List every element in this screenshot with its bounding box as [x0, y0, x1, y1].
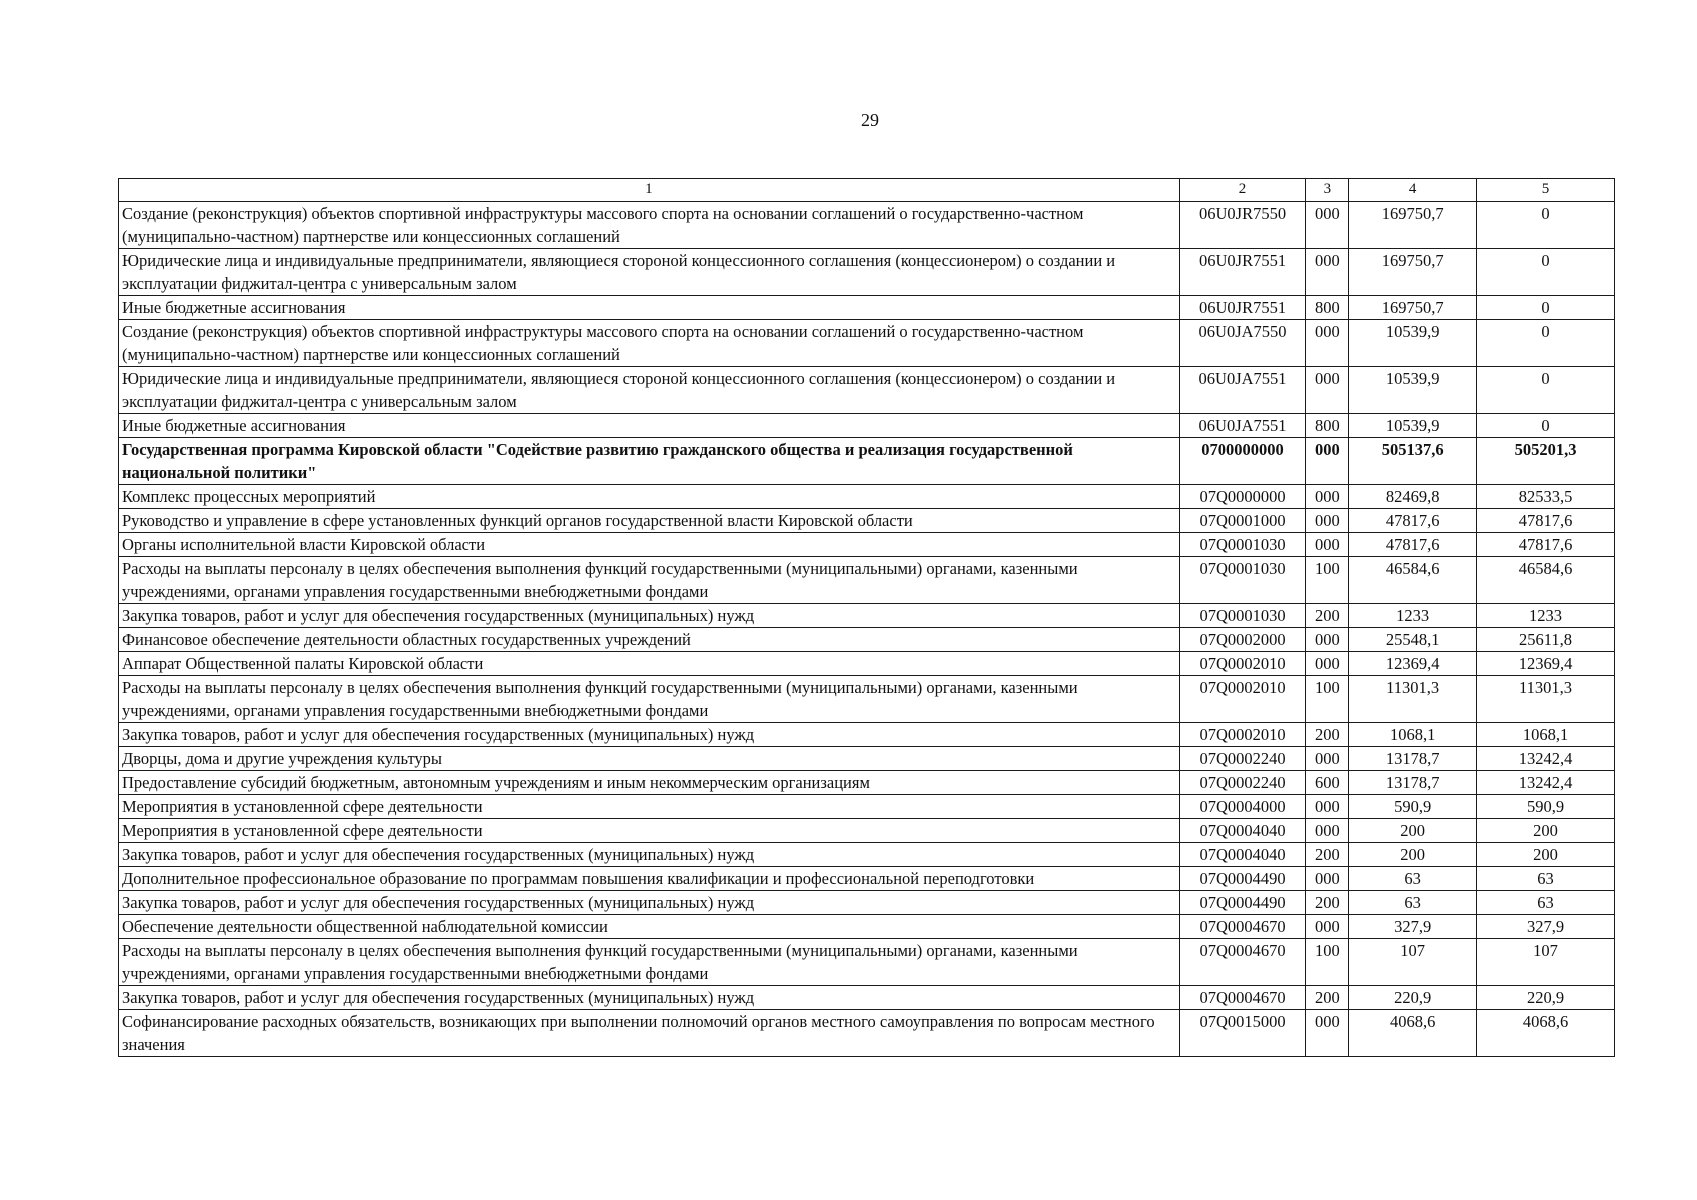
row-value-2026-cell: 0 — [1477, 296, 1615, 320]
row-code-cell: 07Q0004670 — [1179, 986, 1306, 1010]
row-type-cell: 000 — [1306, 320, 1349, 367]
row-value-2026-cell: 4068,6 — [1477, 1010, 1615, 1057]
row-name-cell: Создание (реконструкция) объектов спортивной инфраструктуры массового спорта на основании соглашений о государственно-частном (муниципально-частном) партнерстве или концессионных соглашений — [119, 202, 1180, 249]
table-row — [119, 795, 1615, 819]
row-value-2025-cell: 11301,3 — [1349, 676, 1477, 723]
header-cell-4: 4 — [1349, 179, 1477, 202]
row-value-2026-cell: 1068,1 — [1477, 723, 1615, 747]
header-cell-3: 3 — [1306, 179, 1349, 202]
row-value-2025-cell: 82469,8 — [1349, 485, 1477, 509]
row-value-2025-cell: 46584,6 — [1349, 557, 1477, 604]
row-value-2026-cell: 47817,6 — [1477, 509, 1615, 533]
row-value-2025-cell: 327,9 — [1349, 915, 1477, 939]
row-type-cell: 000 — [1306, 249, 1349, 296]
page-number: 29 — [861, 110, 879, 130]
row-code-cell: 07Q0002240 — [1179, 747, 1306, 771]
table-row — [119, 843, 1615, 867]
row-code-cell: 07Q0001030 — [1179, 604, 1306, 628]
row-name-cell: Органы исполнительной власти Кировской области — [119, 533, 1180, 557]
row-name-cell: Расходы на выплаты персоналу в целях обеспечения выполнения функций государственными (муниципальными) органами, казенными учреждениями, органами управления государственными внебюджетными фондами — [119, 557, 1180, 604]
row-type-cell: 000 — [1306, 795, 1349, 819]
row-type-cell: 600 — [1306, 771, 1349, 795]
row-value-2026-cell: 47817,6 — [1477, 533, 1615, 557]
row-value-2025-cell: 47817,6 — [1349, 509, 1477, 533]
header-cell-1: 1 — [119, 179, 1180, 202]
table-row — [119, 747, 1615, 771]
row-name-cell: Руководство и управление в сфере установленных функций органов государственной власти Кировской области — [119, 509, 1180, 533]
table-row — [119, 891, 1615, 915]
row-name-cell: Расходы на выплаты персоналу в целях обеспечения выполнения функций государственными (муниципальными) органами, казенными учреждениями, органами управления государственными внебюджетными фондами — [119, 939, 1180, 986]
row-code-cell: 07Q0001030 — [1179, 557, 1306, 604]
row-name-cell: Государственная программа Кировской области "Содействие развитию гражданского общества и реализация государственной национальной политики" — [119, 438, 1180, 485]
table-row — [119, 986, 1615, 1010]
row-value-2025-cell: 10539,9 — [1349, 414, 1477, 438]
table-row — [119, 939, 1615, 986]
table-row — [119, 628, 1615, 652]
row-code-cell: 07Q0004040 — [1179, 843, 1306, 867]
row-value-2025-cell: 220,9 — [1349, 986, 1477, 1010]
row-value-2026-cell: 327,9 — [1477, 915, 1615, 939]
row-value-2025-cell: 13178,7 — [1349, 747, 1477, 771]
row-value-2025-cell: 169750,7 — [1349, 296, 1477, 320]
row-value-2025-cell: 169750,7 — [1349, 249, 1477, 296]
row-value-2025-cell: 200 — [1349, 843, 1477, 867]
row-code-cell: 0700000000 — [1179, 438, 1306, 485]
table-row — [119, 652, 1615, 676]
row-type-cell: 100 — [1306, 676, 1349, 723]
row-code-cell: 06U0JR7551 — [1179, 249, 1306, 296]
row-type-cell: 200 — [1306, 843, 1349, 867]
row-value-2025-cell: 10539,9 — [1349, 367, 1477, 414]
row-value-2026-cell: 0 — [1477, 320, 1615, 367]
table-row — [119, 604, 1615, 628]
row-code-cell: 07Q0000000 — [1179, 485, 1306, 509]
row-code-cell: 06U0JA7551 — [1179, 367, 1306, 414]
row-name-cell: Мероприятия в установленной сфере деятельности — [119, 819, 1180, 843]
row-value-2026-cell: 200 — [1477, 819, 1615, 843]
row-name-cell: Предоставление субсидий бюджетным, автономным учреждениям и иным некоммерческим организациям — [119, 771, 1180, 795]
row-code-cell: 07Q0001000 — [1179, 509, 1306, 533]
row-code-cell: 07Q0004490 — [1179, 867, 1306, 891]
row-value-2026-cell: 590,9 — [1477, 795, 1615, 819]
row-code-cell: 07Q0004490 — [1179, 891, 1306, 915]
row-value-2025-cell: 63 — [1349, 891, 1477, 915]
row-type-cell: 100 — [1306, 939, 1349, 986]
row-name-cell: Иные бюджетные ассигнования — [119, 296, 1180, 320]
table-row — [119, 320, 1615, 367]
table-row — [119, 676, 1615, 723]
row-value-2025-cell: 169750,7 — [1349, 202, 1477, 249]
row-name-cell: Закупка товаров, работ и услуг для обеспечения государственных (муниципальных) нужд — [119, 891, 1180, 915]
row-type-cell: 000 — [1306, 747, 1349, 771]
row-name-cell: Расходы на выплаты персоналу в целях обеспечения выполнения функций государственными (муниципальными) органами, казенными учреждениями, органами управления государственными внебюджетными фондами — [119, 676, 1180, 723]
row-value-2026-cell: 0 — [1477, 367, 1615, 414]
table-row — [119, 509, 1615, 533]
table-row — [119, 557, 1615, 604]
row-value-2026-cell: 0 — [1477, 249, 1615, 296]
header-cell-5: 5 — [1477, 179, 1615, 202]
row-code-cell: 07Q0002010 — [1179, 676, 1306, 723]
row-value-2025-cell: 13178,7 — [1349, 771, 1477, 795]
row-name-cell: Закупка товаров, работ и услуг для обеспечения государственных (муниципальных) нужд — [119, 843, 1180, 867]
row-value-2026-cell: 0 — [1477, 414, 1615, 438]
row-value-2026-cell: 11301,3 — [1477, 676, 1615, 723]
row-value-2025-cell: 590,9 — [1349, 795, 1477, 819]
table-row — [119, 296, 1615, 320]
table-row — [119, 915, 1615, 939]
table-row — [119, 723, 1615, 747]
row-type-cell: 000 — [1306, 819, 1349, 843]
row-value-2026-cell: 63 — [1477, 891, 1615, 915]
row-name-cell: Аппарат Общественной палаты Кировской области — [119, 652, 1180, 676]
row-type-cell: 000 — [1306, 533, 1349, 557]
row-code-cell: 07Q0015000 — [1179, 1010, 1306, 1057]
row-type-cell: 000 — [1306, 438, 1349, 485]
row-value-2025-cell: 25548,1 — [1349, 628, 1477, 652]
row-type-cell: 200 — [1306, 723, 1349, 747]
row-name-cell: Иные бюджетные ассигнования — [119, 414, 1180, 438]
row-type-cell: 000 — [1306, 652, 1349, 676]
row-type-cell: 100 — [1306, 557, 1349, 604]
row-value-2025-cell: 200 — [1349, 819, 1477, 843]
row-code-cell: 07Q0004040 — [1179, 819, 1306, 843]
row-name-cell: Дворцы, дома и другие учреждения культуры — [119, 747, 1180, 771]
row-value-2026-cell: 13242,4 — [1477, 747, 1615, 771]
row-code-cell: 07Q0004670 — [1179, 915, 1306, 939]
row-type-cell: 000 — [1306, 915, 1349, 939]
row-value-2025-cell: 12369,4 — [1349, 652, 1477, 676]
row-value-2026-cell: 0 — [1477, 202, 1615, 249]
row-code-cell: 06U0JA7550 — [1179, 320, 1306, 367]
table-row — [119, 533, 1615, 557]
row-type-cell: 800 — [1306, 414, 1349, 438]
row-name-cell: Закупка товаров, работ и услуг для обеспечения государственных (муниципальных) нужд — [119, 604, 1180, 628]
row-code-cell: 06U0JR7550 — [1179, 202, 1306, 249]
row-value-2026-cell: 13242,4 — [1477, 771, 1615, 795]
row-type-cell: 000 — [1306, 867, 1349, 891]
table-row — [119, 771, 1615, 795]
row-code-cell: 07Q0002240 — [1179, 771, 1306, 795]
row-type-cell: 800 — [1306, 296, 1349, 320]
row-value-2025-cell: 10539,9 — [1349, 320, 1477, 367]
row-name-cell: Создание (реконструкция) объектов спортивной инфраструктуры массового спорта на основании соглашений о государственно-частном (муниципально-частном) партнерстве или концессионных соглашений — [119, 320, 1180, 367]
row-value-2026-cell: 63 — [1477, 867, 1615, 891]
row-value-2026-cell: 505201,3 — [1477, 438, 1615, 485]
budget-table — [118, 178, 1615, 1057]
row-type-cell: 000 — [1306, 628, 1349, 652]
row-type-cell: 200 — [1306, 604, 1349, 628]
row-name-cell: Юридические лица и индивидуальные предприниматели, являющиеся стороной концессионного соглашения (концессионером) о создании и эксплуатации фиджитал-центра с универсальным залом — [119, 367, 1180, 414]
header-row — [119, 179, 1615, 202]
row-name-cell: Финансовое обеспечение деятельности областных государственных учреждений — [119, 628, 1180, 652]
row-code-cell: 07Q0001030 — [1179, 533, 1306, 557]
row-value-2025-cell: 505137,6 — [1349, 438, 1477, 485]
row-value-2026-cell: 46584,6 — [1477, 557, 1615, 604]
row-name-cell: Софинансирование расходных обязательств, возникающих при выполнении полномочий органов местного самоуправления по вопросам местного значения — [119, 1010, 1180, 1057]
table-row — [119, 202, 1615, 249]
table-row — [119, 249, 1615, 296]
row-type-cell: 000 — [1306, 1010, 1349, 1057]
row-name-cell: Закупка товаров, работ и услуг для обеспечения государственных (муниципальных) нужд — [119, 986, 1180, 1010]
row-code-cell: 07Q0004670 — [1179, 939, 1306, 986]
row-value-2025-cell: 47817,6 — [1349, 533, 1477, 557]
row-value-2026-cell: 220,9 — [1477, 986, 1615, 1010]
row-name-cell: Закупка товаров, работ и услуг для обеспечения государственных (муниципальных) нужд — [119, 723, 1180, 747]
row-code-cell: 06U0JR7551 — [1179, 296, 1306, 320]
header-cell-2: 2 — [1179, 179, 1306, 202]
row-value-2025-cell: 1068,1 — [1349, 723, 1477, 747]
row-type-cell: 000 — [1306, 367, 1349, 414]
row-name-cell: Комплекс процессных мероприятий — [119, 485, 1180, 509]
row-value-2026-cell: 82533,5 — [1477, 485, 1615, 509]
row-value-2026-cell: 12369,4 — [1477, 652, 1615, 676]
table-row — [119, 414, 1615, 438]
row-code-cell: 07Q0004000 — [1179, 795, 1306, 819]
table-row — [119, 1010, 1615, 1057]
row-value-2026-cell: 200 — [1477, 843, 1615, 867]
row-type-cell: 200 — [1306, 986, 1349, 1010]
row-value-2025-cell: 1233 — [1349, 604, 1477, 628]
row-name-cell: Дополнительное профессиональное образование по программам повышения квалификации и профессиональной переподготовки — [119, 867, 1180, 891]
row-type-cell: 200 — [1306, 891, 1349, 915]
table-row — [119, 367, 1615, 414]
table-row — [119, 485, 1615, 509]
row-code-cell: 06U0JA7551 — [1179, 414, 1306, 438]
row-type-cell: 000 — [1306, 202, 1349, 249]
row-value-2025-cell: 63 — [1349, 867, 1477, 891]
row-type-cell: 000 — [1306, 509, 1349, 533]
row-value-2026-cell: 25611,8 — [1477, 628, 1615, 652]
table-row — [119, 438, 1615, 485]
row-name-cell: Мероприятия в установленной сфере деятельности — [119, 795, 1180, 819]
row-name-cell: Юридические лица и индивидуальные предприниматели, являющиеся стороной концессионного соглашения (концессионером) о создании и эксплуатации фиджитал-центра с универсальным залом — [119, 249, 1180, 296]
table-row — [119, 819, 1615, 843]
row-code-cell: 07Q0002010 — [1179, 723, 1306, 747]
row-type-cell: 000 — [1306, 485, 1349, 509]
row-code-cell: 07Q0002000 — [1179, 628, 1306, 652]
row-name-cell: Обеспечение деятельности общественной наблюдательной комиссии — [119, 915, 1180, 939]
row-value-2026-cell: 1233 — [1477, 604, 1615, 628]
row-value-2025-cell: 4068,6 — [1349, 1010, 1477, 1057]
table-row — [119, 867, 1615, 891]
row-value-2026-cell: 107 — [1477, 939, 1615, 986]
row-code-cell: 07Q0002010 — [1179, 652, 1306, 676]
row-value-2025-cell: 107 — [1349, 939, 1477, 986]
